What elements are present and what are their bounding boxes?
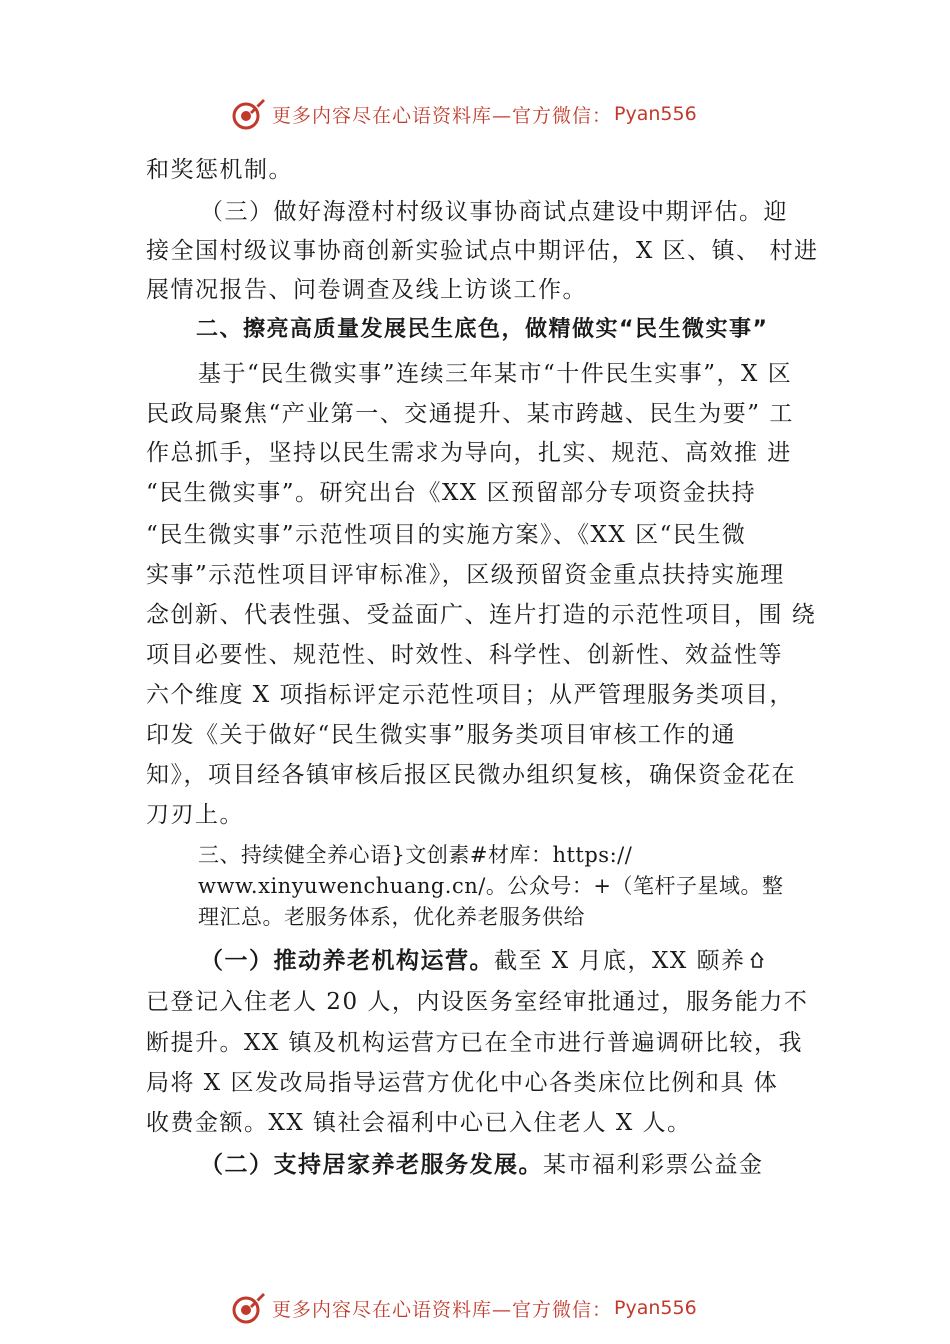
text-line: www.xinyuwenchuang.cn/。公众号：+（笔杆子星域。整: [198, 874, 784, 898]
banner-wechat-id: Pyan556: [614, 1297, 697, 1319]
paragraph-one-first-line: [200, 946, 766, 976]
paragraph-lead: （一）推动养老机构运营。: [200, 947, 494, 974]
small-house-glyph-icon: [748, 950, 766, 970]
text-line: 项目必要性、规范性、时效性、科学性、创新性、效益性等: [146, 642, 783, 668]
text-line: 刀刃上。: [146, 802, 244, 828]
banner-text: 更多内容尽在心语资料库—官方微信：: [272, 1298, 613, 1321]
text-line: “民生微实事”。研究出台《XX 区预留部分专项资金扶持: [146, 480, 757, 506]
banner-text: 更多内容尽在心语资料库—官方微信：: [272, 104, 613, 127]
header-banner: [230, 96, 697, 132]
text-line: 三、持续健全养心语}文创素#材库：https://: [198, 843, 633, 867]
section-heading: 二、擦亮高质量发展民生底色，做精做实“民生微实事”: [196, 317, 769, 342]
text-line: 知》，项目经各镇审核后报区民微办组织复核，确保资金花在: [146, 762, 796, 788]
text-line: （三）做好海澄村村级议事协商试点建设中期评估。迎: [200, 199, 788, 225]
text-line: 理汇总。老服务体系，优化养老服务供给: [198, 905, 585, 929]
text-line: 展情况报告、问卷调查及线上访谈工作。: [146, 277, 587, 303]
text-line: 民政局聚焦“产业第一、交通提升、某市跨越、民生为要” 工: [146, 401, 794, 427]
paragraph-text: 某市福利彩票公益金: [543, 1152, 764, 1178]
text-line: 收费金额。XX 镇社会福利中心已入住老人 X 人。: [146, 1110, 692, 1136]
text-line: 和奖惩机制。: [146, 157, 293, 183]
paragraph-text: 截至 X 月底，XX 颐养: [494, 948, 746, 974]
text-line: 断提升。XX 镇及机构运营方已在全市进行普遍调研比较，我: [146, 1030, 804, 1056]
text-line: 实事”示范性项目评审标准》，区级预留资金重点扶持实施理: [146, 562, 785, 588]
footer-banner: [230, 1290, 697, 1326]
paragraph-lead: （二）支持居家养老服务发展。: [200, 1151, 543, 1178]
text-line: 作总抓手，坚持以民生需求为导向，扎实、规范、高效推 进: [146, 440, 792, 466]
text-line: 六个维度 X 项指标评定示范性项目；从严管理服务类项目，: [146, 682, 794, 708]
banner-wechat-id: Pyan556: [614, 103, 697, 125]
text-line: 基于“民生微实事”连续三年某市“十件民生实事”，X 区: [198, 361, 793, 387]
text-line: “民生微实事”示范性项目的实施方案》、《XX 区“民生微: [146, 522, 747, 548]
paragraph-two-first-line: [200, 1150, 764, 1180]
text-line: 局将 X 区发改局指导运营方优化中心各类床位比例和具 体: [146, 1070, 779, 1096]
text-line: 接全国村级议事协商创新实验试点中期评估，X 区、镇、 村进: [146, 238, 819, 264]
pen-quill-logo-icon: [230, 1290, 266, 1326]
text-line: 印发《关于做好“民生微实事”服务类项目审核工作的通: [146, 722, 737, 748]
text-line: 已登记入住老人 20 人，内设医务室经审批通过，服务能力不: [146, 989, 809, 1015]
text-line: 念创新、代表性强、受益面广、连片打造的示范性项目，围 绕: [146, 602, 817, 628]
pen-quill-logo-icon: [230, 96, 266, 132]
